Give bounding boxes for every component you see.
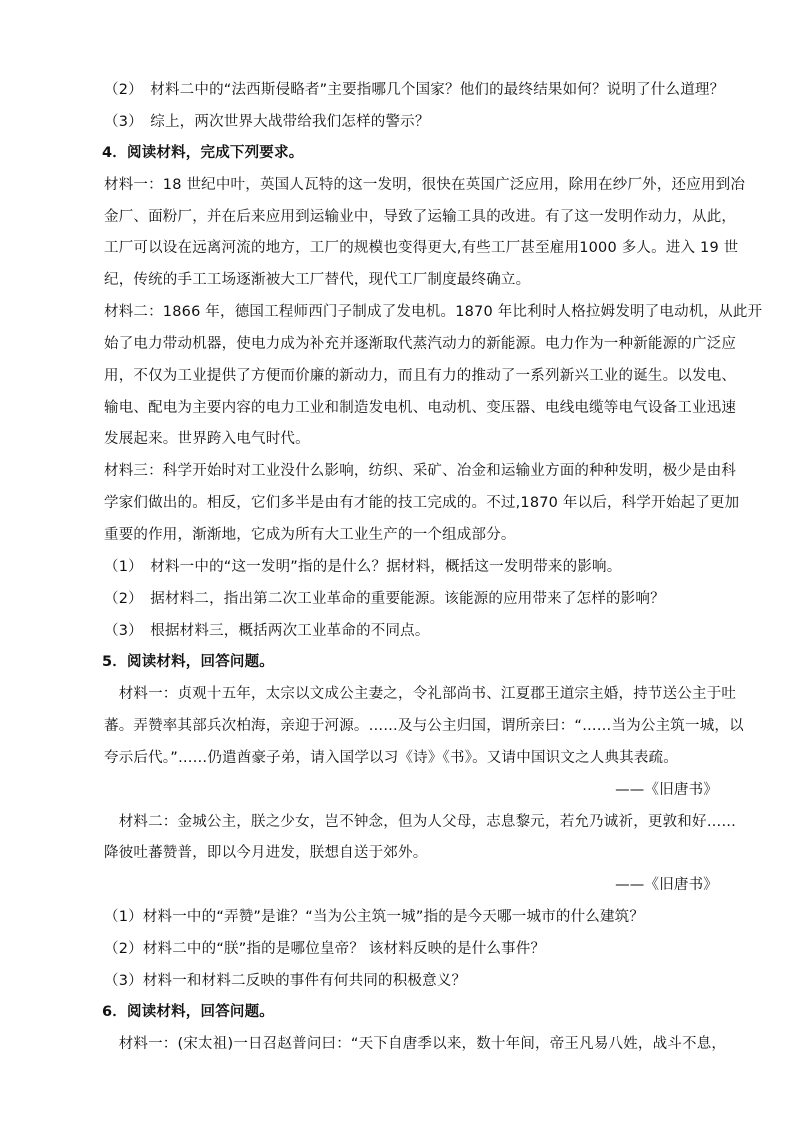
material-text-line: 材料一：18 世纪中叶，英国人瓦特的这一发明，很快在英国广泛应用，除用在纱厂外，还应用到冶 — [104, 177, 746, 193]
question-heading: 5．阅读材料，回答问题。 — [102, 654, 274, 670]
source-citation: ——《旧唐书》 — [615, 782, 718, 798]
question-text-line: （3） 综上，两次世界大战带给我们怎样的警示？ — [104, 114, 430, 130]
question-text-line: （2） 据材料二，指出第二次工业革命的重要能源。该能源的应用带来了怎样的影响？ — [104, 591, 665, 607]
material-text-line: 材料一：贞观十五年，太宗以文成公主妻之，令礼部尚书、江夏郡王道宗主婚，持节送公主于吐 — [104, 686, 737, 702]
material-text-line: 工厂可以设在远离河流的地方，工厂的规模也变得更大,有些工厂甚至雇用1000 多人。进入 19 世 — [104, 240, 739, 256]
material-text-line: 金厂、面粉厂，并在后来应用到运输业中，导致了运输工具的改进。有了这一发明作动力，从此， — [104, 209, 737, 225]
material-text-line: 纪，传统的手工工场逐渐被大工厂替代，现代工厂制度最终确立。 — [104, 272, 531, 288]
question-text-line: （3）材料一和材料二反映的事件有何共同的积极意义？ — [104, 973, 467, 989]
question-heading: 6．阅读材料，回答问题。 — [102, 1004, 274, 1020]
source-citation: ——《旧唐书》 — [615, 877, 718, 893]
material-text-line: 用，不仅为工业提供了方便而价廉的新动力，而且有力的推动了一系列新兴工业的诞生。以发电、 — [104, 368, 737, 384]
material-text-line: 夸示后代。”……仍遣酋豪子弟，请入国学以习《诗》《书》。又请中国识文之人典其表疏。 — [104, 750, 678, 766]
material-text-line: 材料二：1866 年，德国工程师西门子制成了发电机。1870 年比利时人格拉姆发明了电动机，从此开 — [104, 304, 763, 320]
question-text-line: （2） 材料二中的“法西斯侵略者”主要指哪几个国家？他们的最终结果如何？说明了什么道理？ — [104, 82, 725, 98]
question-heading: 4．阅读材料，完成下列要求。 — [102, 145, 304, 161]
question-text-line: （3） 根据材料三，概括两次工业革命的不同点。 — [104, 623, 430, 639]
material-text-line: 材料三：科学开始时对工业没什么影响，纺织、采矿、冶金和运输业方面的种种发明，极少是由科 — [104, 463, 737, 479]
material-text-line: 材料一：(宋太祖)一日召赵普问曰：“天下自唐季以来，数十年间，帝王凡易八姓，战斗不息， — [104, 1036, 727, 1052]
material-text-line: 降彼吐蕃赞普，即以今月进发，朕想自送于郊外。 — [104, 845, 428, 861]
question-text-line: （2）材料二中的“朕”指的是哪位皇帝？ 该材料反映的是什么事件？ — [104, 941, 546, 957]
question-text-line: （1）材料一中的“弄赞”是谁？“当为公主筑一城”指的是今天哪一城市的什么建筑？ — [104, 909, 645, 925]
material-text-line: 始了电力带动机器，使电力成为补充并逐渐取代蒸汽动力的新能源。电力作为一种新能源的广泛应 — [104, 336, 737, 352]
material-text-line: 学家们做出的。相反，它们多半是由有才能的技工完成的。不过,1870 年以后，科学开始起了更加 — [104, 495, 740, 511]
material-text-line: 输电、配电为主要内容的电力工业和制造发电机、电动机、变压器、电线电缆等电气设备工业迅速 — [104, 400, 737, 416]
material-text-line: 蕃。弄赞率其部兵次柏海，亲迎于河源。……及与公主归国，谓所亲曰：“……当为公主筑一城，以 — [104, 718, 744, 734]
material-text-line: 材料二：金城公主，朕之少女，岂不钟念，但为人父母，志息黎元，若允乃诚祈，更敦和好…… — [104, 814, 737, 830]
question-text-line: （1） 材料一中的“这一发明”指的是什么？据材料，概括这一发明带来的影响。 — [104, 559, 622, 575]
material-text-line: 发展起来。世界跨入电气时代。 — [104, 431, 310, 447]
material-text-line: 重要的作用，渐渐地，它成为所有大工业生产的一个组成部分。 — [104, 527, 516, 543]
